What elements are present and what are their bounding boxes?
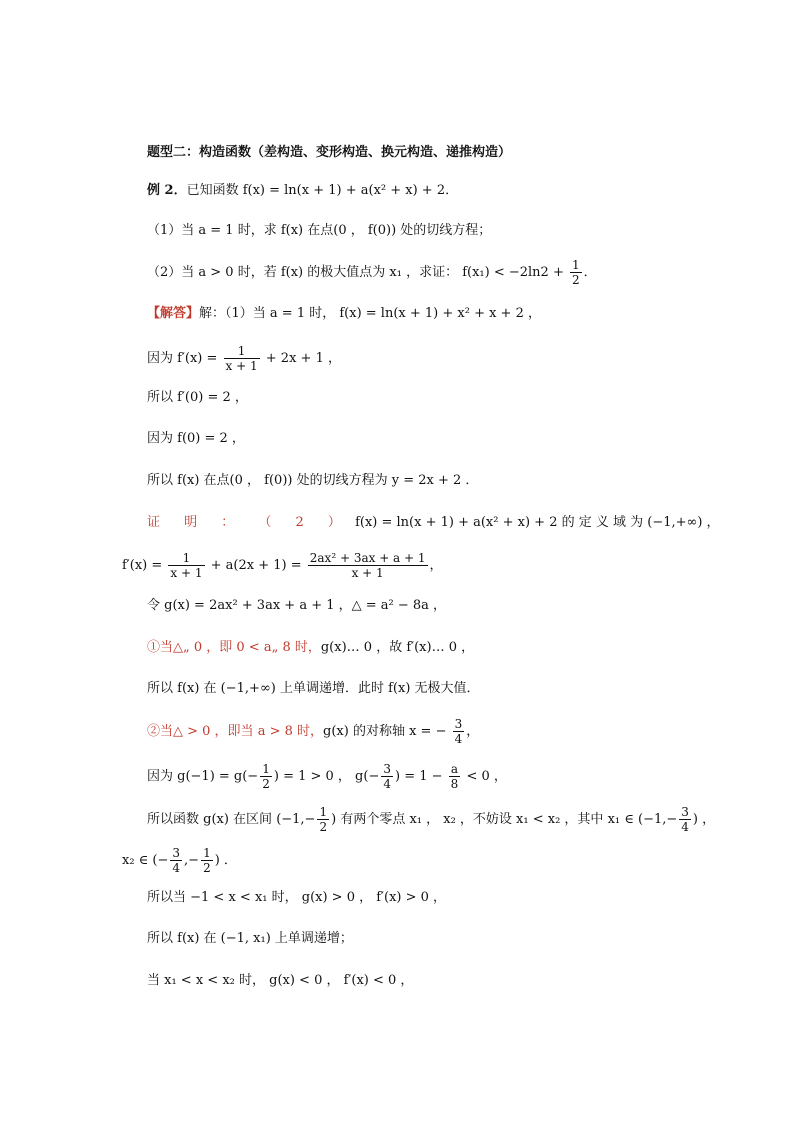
- example-label: 例 2．: [147, 183, 187, 198]
- text-segment: f′(x) =: [122, 558, 163, 573]
- fraction-num: 3: [681, 805, 689, 819]
- fraction-num: 1: [572, 258, 580, 272]
- fraction: [224, 344, 260, 373]
- text-segment: g(x) 的对称轴 x = −: [323, 724, 447, 739]
- fraction: [381, 762, 393, 791]
- solution-text: 解：（1）当 a = 1 时， f(x) = ln(x + 1) + x² + x + 2 ，: [199, 306, 541, 321]
- proof-line-10: 所以当 −1 < x < x₁ 时， g(x) > 0 ， f′(x) > 0 ，: [147, 890, 447, 905]
- proof-line-1: [147, 514, 720, 532]
- fraction: [317, 805, 329, 834]
- question-2: [147, 258, 597, 287]
- fraction-num: 1: [319, 805, 328, 819]
- text-segment: ) = 1 > 0 ， g(−: [273, 769, 380, 784]
- fraction-num: 3: [383, 762, 391, 776]
- proof-label: 证 明 ： （ 2 ）: [147, 515, 351, 530]
- solution-tag: 【解答】: [147, 306, 200, 321]
- fraction: [570, 258, 582, 287]
- fraction-den: 8: [450, 777, 459, 791]
- solution-line-1: [147, 305, 541, 323]
- text-segment: ) ，: [692, 812, 716, 827]
- fraction-den: x + 1: [170, 566, 203, 580]
- case-1-label: ①当△„ 0 ，即 0 < a„ 8 时，: [147, 640, 321, 655]
- text-segment: ) 有两个零点 x₁ ， x₂ ，不妨设 x₁ < x₂ ，其中 x₁ ∈ (−1,−: [331, 812, 678, 827]
- text-segment: ) ．: [214, 853, 237, 868]
- fraction: [201, 846, 213, 875]
- fraction-num: 3: [172, 846, 181, 860]
- fraction-den: 4: [681, 820, 689, 834]
- section-heading: 题型二：构造函数（差构造、变形构造、换元构造、递推构造）: [147, 145, 512, 160]
- fraction-num: 1: [168, 551, 204, 566]
- fraction-den: 4: [172, 861, 181, 875]
- fraction-den: x + 1: [351, 566, 384, 580]
- fraction: [449, 762, 461, 791]
- fraction: [308, 551, 428, 580]
- text-segment: f(x) = ln(x + 1) + a(x² + x) + 2 的 定 义 域 为 (−1,+∞) ，: [355, 515, 720, 530]
- text-segment: ，: [466, 724, 480, 739]
- fraction-num: a: [449, 762, 461, 777]
- proof-line-12: 当 x₁ < x < x₂ 时， g(x) < 0 ， f′(x) < 0 ，: [147, 973, 414, 988]
- fraction-den: 2: [203, 861, 211, 875]
- fraction-den: 2: [572, 273, 580, 287]
- question-2-end: ．: [583, 265, 597, 280]
- solution-line-5: 所以 f(x) 在点(0 ， f(0)) 处的切线方程为 y = 2x + 2 ．: [147, 473, 479, 488]
- question-2-text: （2）当 a > 0 时，若 f(x) 的极大值点为 x₁ ，求证： f(x₁) < −2ln2 +: [147, 265, 564, 280]
- case-2-label: ②当△ > 0 ，即当 a > 8 时，: [147, 724, 324, 739]
- proof-line-6: [147, 717, 479, 746]
- proof-line-8: [147, 805, 715, 834]
- fraction-den: 4: [383, 777, 391, 791]
- text-segment: ,−: [184, 853, 200, 868]
- fraction: [453, 717, 465, 746]
- text-segment: + 2x + 1 ，: [265, 351, 341, 366]
- fraction: [260, 762, 272, 791]
- question-1: （1）当 a = 1 时，求 f(x) 在点(0 ， f(0)) 处的切线方程；: [147, 223, 492, 238]
- proof-line-5: 所以 f(x) 在 (−1,+∞) 上单调递增．此时 f(x) 无极大值．: [147, 681, 480, 696]
- proof-line-11: 所以 f(x) 在 (−1, x₁) 上单调递增；: [147, 931, 353, 946]
- solution-line-4: 因为 f(0) = 2 ，: [147, 431, 245, 446]
- proof-line-7: [147, 762, 507, 791]
- proof-line-2: [122, 551, 443, 580]
- fraction-num: 1: [224, 344, 260, 359]
- text-segment: 因为 g(−1) = g(−: [147, 769, 259, 784]
- fraction-num: 3: [454, 717, 463, 731]
- fraction-num: 1: [203, 846, 211, 860]
- fraction-den: x + 1: [225, 359, 258, 373]
- text-segment: 因为 f′(x) =: [147, 351, 218, 366]
- text-segment: ，: [429, 558, 443, 573]
- proof-line-9: [122, 846, 237, 875]
- fraction-den: 2: [262, 777, 270, 791]
- fraction-den: 2: [319, 820, 328, 834]
- text-segment: < 0 ，: [466, 769, 507, 784]
- solution-line-3: 所以 f′(0) = 2 ，: [147, 390, 248, 405]
- text-segment: x₂ ∈ (−: [122, 853, 169, 868]
- solution-line-2: [147, 344, 341, 373]
- proof-line-4: [147, 639, 474, 657]
- fraction-den: 4: [454, 732, 463, 746]
- fraction-num: 2ax² + 3ax + a + 1: [309, 551, 426, 565]
- proof-line-3: 令 g(x) = 2ax² + 3ax + a + 1 ，△ = a² − 8a ，: [147, 598, 447, 613]
- text-segment: 所以函数 g(x) 在区间 (−1,−: [147, 812, 316, 827]
- text-segment: + a(2x + 1) =: [210, 558, 302, 573]
- text-segment: g(x)… 0 ，故 f′(x)… 0 ，: [320, 640, 475, 655]
- fraction: [679, 805, 691, 834]
- fraction-num: 1: [262, 762, 270, 776]
- fraction: [170, 846, 182, 875]
- example-text: 已知函数 f(x) = ln(x + 1) + a(x² + x) + 2．: [186, 183, 459, 198]
- fraction: [168, 551, 204, 580]
- example-stem: [147, 182, 458, 200]
- text-segment: ) = 1 −: [394, 769, 443, 784]
